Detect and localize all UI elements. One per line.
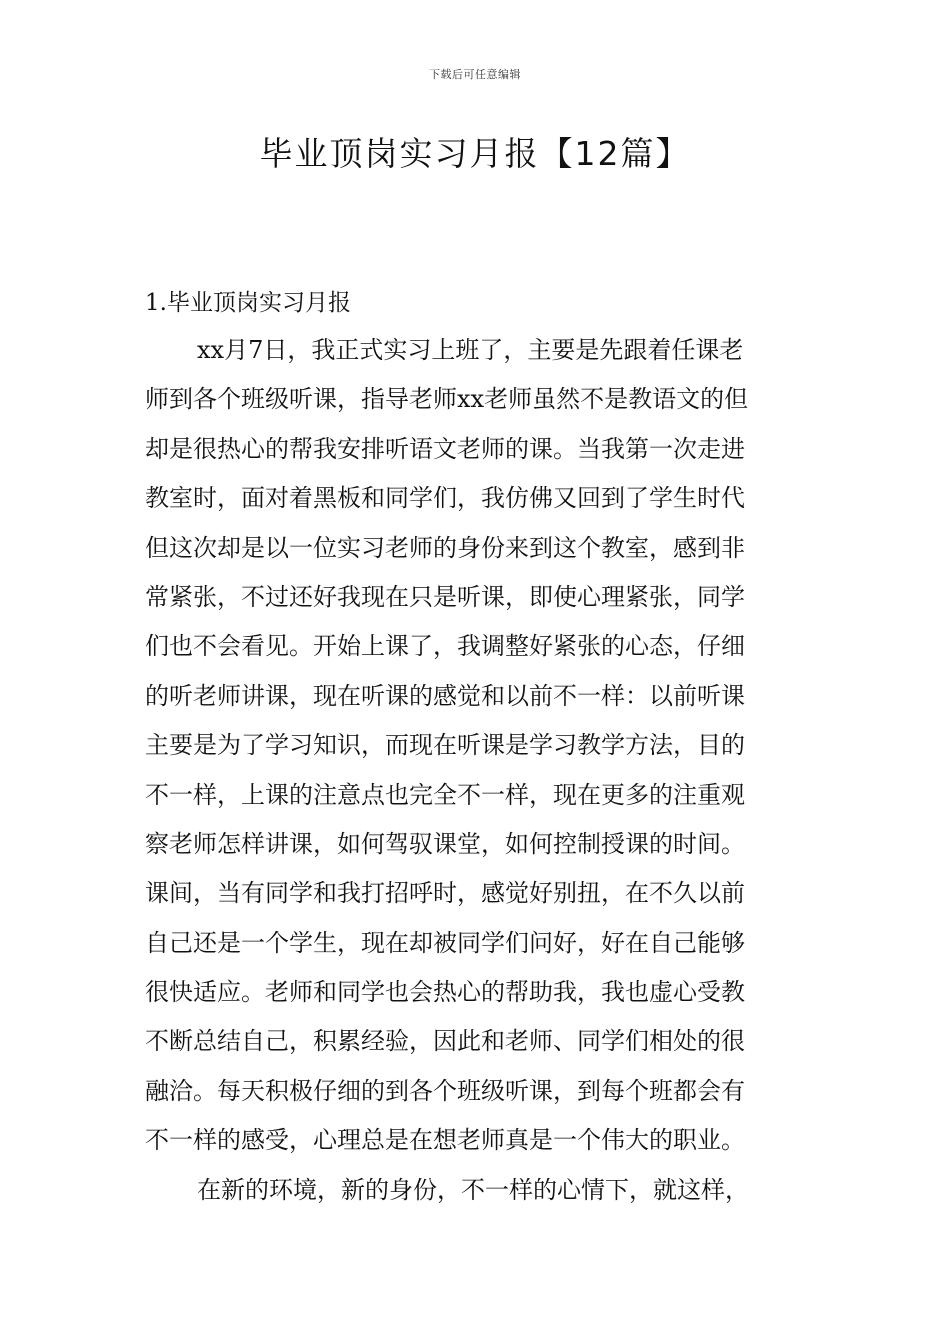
paragraph-line: 融洽。每天积极仔细的到各个班级听课，到每个班都会有 (145, 1076, 745, 1105)
section-heading: 1.毕业顶岗实习月报 (145, 290, 351, 316)
paragraph-line: 不一样，上课的注意点也完全不一样，现在更多的注重观 (145, 780, 745, 809)
paragraph-line: 但这次却是以一位实习老师的身份来到这个教室，感到非 (145, 533, 745, 562)
document-title: 毕业顶岗实习月报【12篇】 (259, 134, 691, 173)
paragraph-line: 不断总结自己，积累经验，因此和老师、同学们相处的很 (145, 1027, 745, 1056)
paragraph-line: 们也不会看见。开始上课了，我调整好紧张的心态，仔细 (145, 632, 745, 661)
paragraph-line: 很快适应。老师和同学也会热心的帮助我，我也虚心受教 (145, 978, 745, 1007)
paragraph-line: 的听老师讲课，现在听课的感觉和以前不一样：以前听课 (145, 681, 745, 710)
paragraph-line: 自己还是一个学生，现在却被同学们问好，好在自己能够 (145, 928, 745, 957)
paragraph-line: 课间，当有同学和我打招呼时，感觉好别扭，在不久以前 (145, 879, 745, 908)
paragraph-line: 在新的环境，新的身份，不一样的心情下，就这样， (197, 1175, 749, 1204)
paragraph-line: 主要是为了学习知识，而现在听课是学习教学方法，目的 (145, 731, 745, 760)
paragraph-line: 教室时，面对着黑板和同学们，我仿佛又回到了学生时代 (145, 484, 745, 513)
paragraph-line: xx月7日，我正式实习上班了，主要是先跟着任课老 (197, 336, 744, 364)
paragraph-line: 师到各个班级听课，指导老师xx老师虽然不是教语文的但 (145, 385, 749, 414)
paragraph-line: 常紧张，不过还好我现在只是听课，即使心理紧张，同学 (145, 582, 745, 611)
header-note: 下载后可任意编辑 (429, 68, 521, 81)
paragraph-line: 不一样的感受，心理总是在想老师真是一个伟大的职业。 (145, 1126, 745, 1155)
paragraph-line: 却是很热心的帮我安排听语文老师的课。当我第一次走进 (145, 434, 745, 463)
paragraph-line: 察老师怎样讲课，如何驾驭课堂，如何控制授课的时间。 (145, 829, 745, 858)
body-text (145, 326, 807, 1215)
